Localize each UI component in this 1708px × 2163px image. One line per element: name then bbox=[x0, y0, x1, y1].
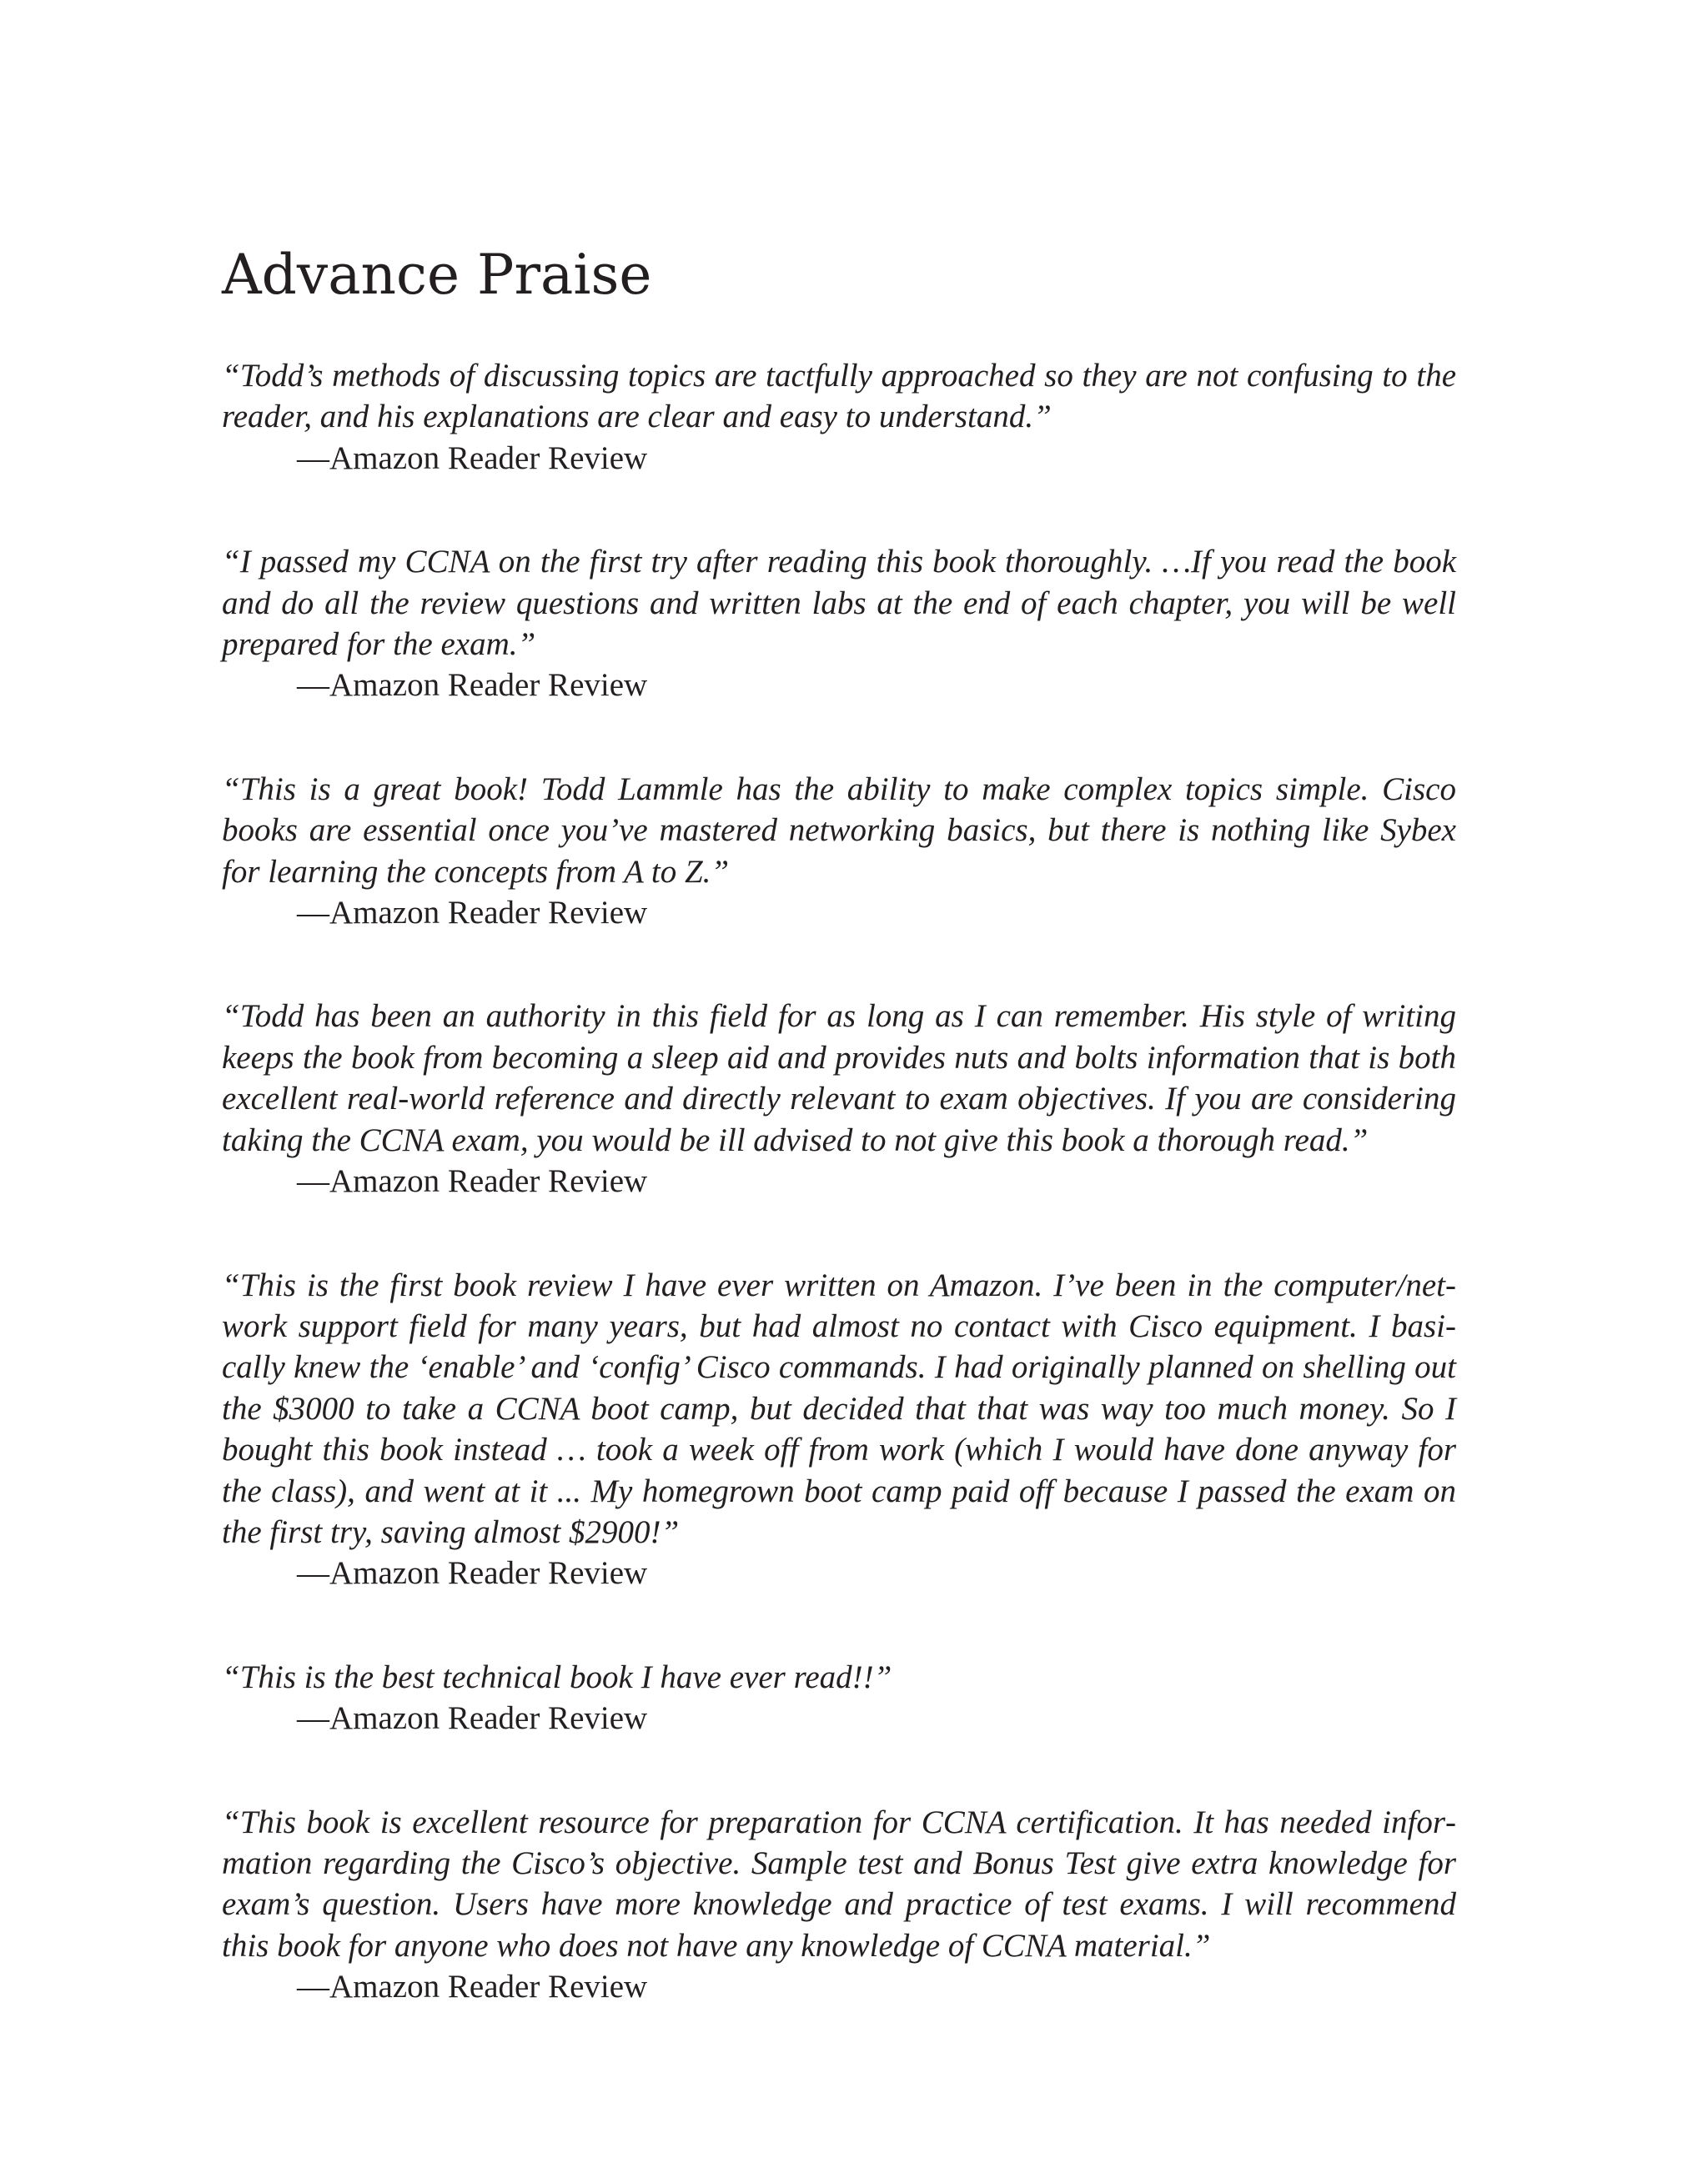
review-attribution: —Amazon Reader Review bbox=[297, 667, 648, 704]
review-quote: “This is the first book review I have ever written on Amazon. I’ve been in the computer/network support field for many years, but had almost no contact with Cisco equipment. I basically knew the ‘enable’ and ‘config’ Cisco commands. I had originally planned on shelling out the $3000 to take a CCNA boot camp, but decided that that was way too much money. So I bought this book instead … took a week off from work (which I would have done anyway for the class), and went at it ... My homegrown boot camp paid off because I passed the exam on the first try, saving almost $2900!” bbox=[222, 1267, 1456, 1550]
review-item bbox=[222, 1265, 1456, 1594]
review-quote: “This is a great book! Todd Lammle has the ability to make complex topics simple. Cisco books are essential once you’ve mastered networking basics, but there is nothing like Sybex for learning the concepts from A to Z.” bbox=[222, 770, 1456, 890]
review-attribution: —Amazon Reader Review bbox=[297, 1700, 648, 1737]
review-quote: “Todd has been an authority in this field for as long as I can remember. His style of writing keeps the book from becoming a sleep aid and provides nuts and bolts information that is both excellent real-world reference and directly relevant to exam objectives. If you are considering taking the CCNA exam, you would be ill advised to not give this book a thorough read.” bbox=[222, 998, 1456, 1158]
review-item bbox=[222, 1657, 1456, 1739]
review-attribution: —Amazon Reader Review bbox=[297, 895, 648, 931]
review-attribution: —Amazon Reader Review bbox=[297, 1555, 648, 1592]
review-attribution: —Amazon Reader Review bbox=[297, 1163, 648, 1200]
review-quote: “This is the best technical book I have ever read!!” bbox=[222, 1659, 892, 1695]
document-page bbox=[222, 242, 1456, 2070]
page-title: Advance Praise bbox=[222, 243, 652, 307]
review-attribution: —Amazon Reader Review bbox=[297, 439, 648, 476]
review-quote: “I passed my CCNA on the first try after reading this book thoroughly. …If you read the book and do all the review questions and written labs at the end of each chapter, you will be well prepared for the exam.” bbox=[222, 544, 1456, 663]
review-item bbox=[222, 1802, 1456, 2008]
review-quote: “Todd’s methods of discussing topics are tactfully approached so they are not confusing to the reader, and his explanations are clear and easy to understand.” bbox=[222, 358, 1456, 435]
review-quote: “This book is excellent resource for preparation for CCNA certification. It has needed information regarding the Cisco’s objective. Sample test and Bonus Test give extra knowledge for exam’s question. Users have more knowledge and practice of test exams. I will recommend this book for anyone who does not have any knowledge of CCNA material.” bbox=[222, 1804, 1456, 1964]
review-item bbox=[222, 769, 1456, 934]
review-item bbox=[222, 541, 1456, 706]
review-item bbox=[222, 996, 1456, 1202]
review-attribution: —Amazon Reader Review bbox=[297, 1969, 648, 2005]
review-item bbox=[222, 355, 1456, 479]
